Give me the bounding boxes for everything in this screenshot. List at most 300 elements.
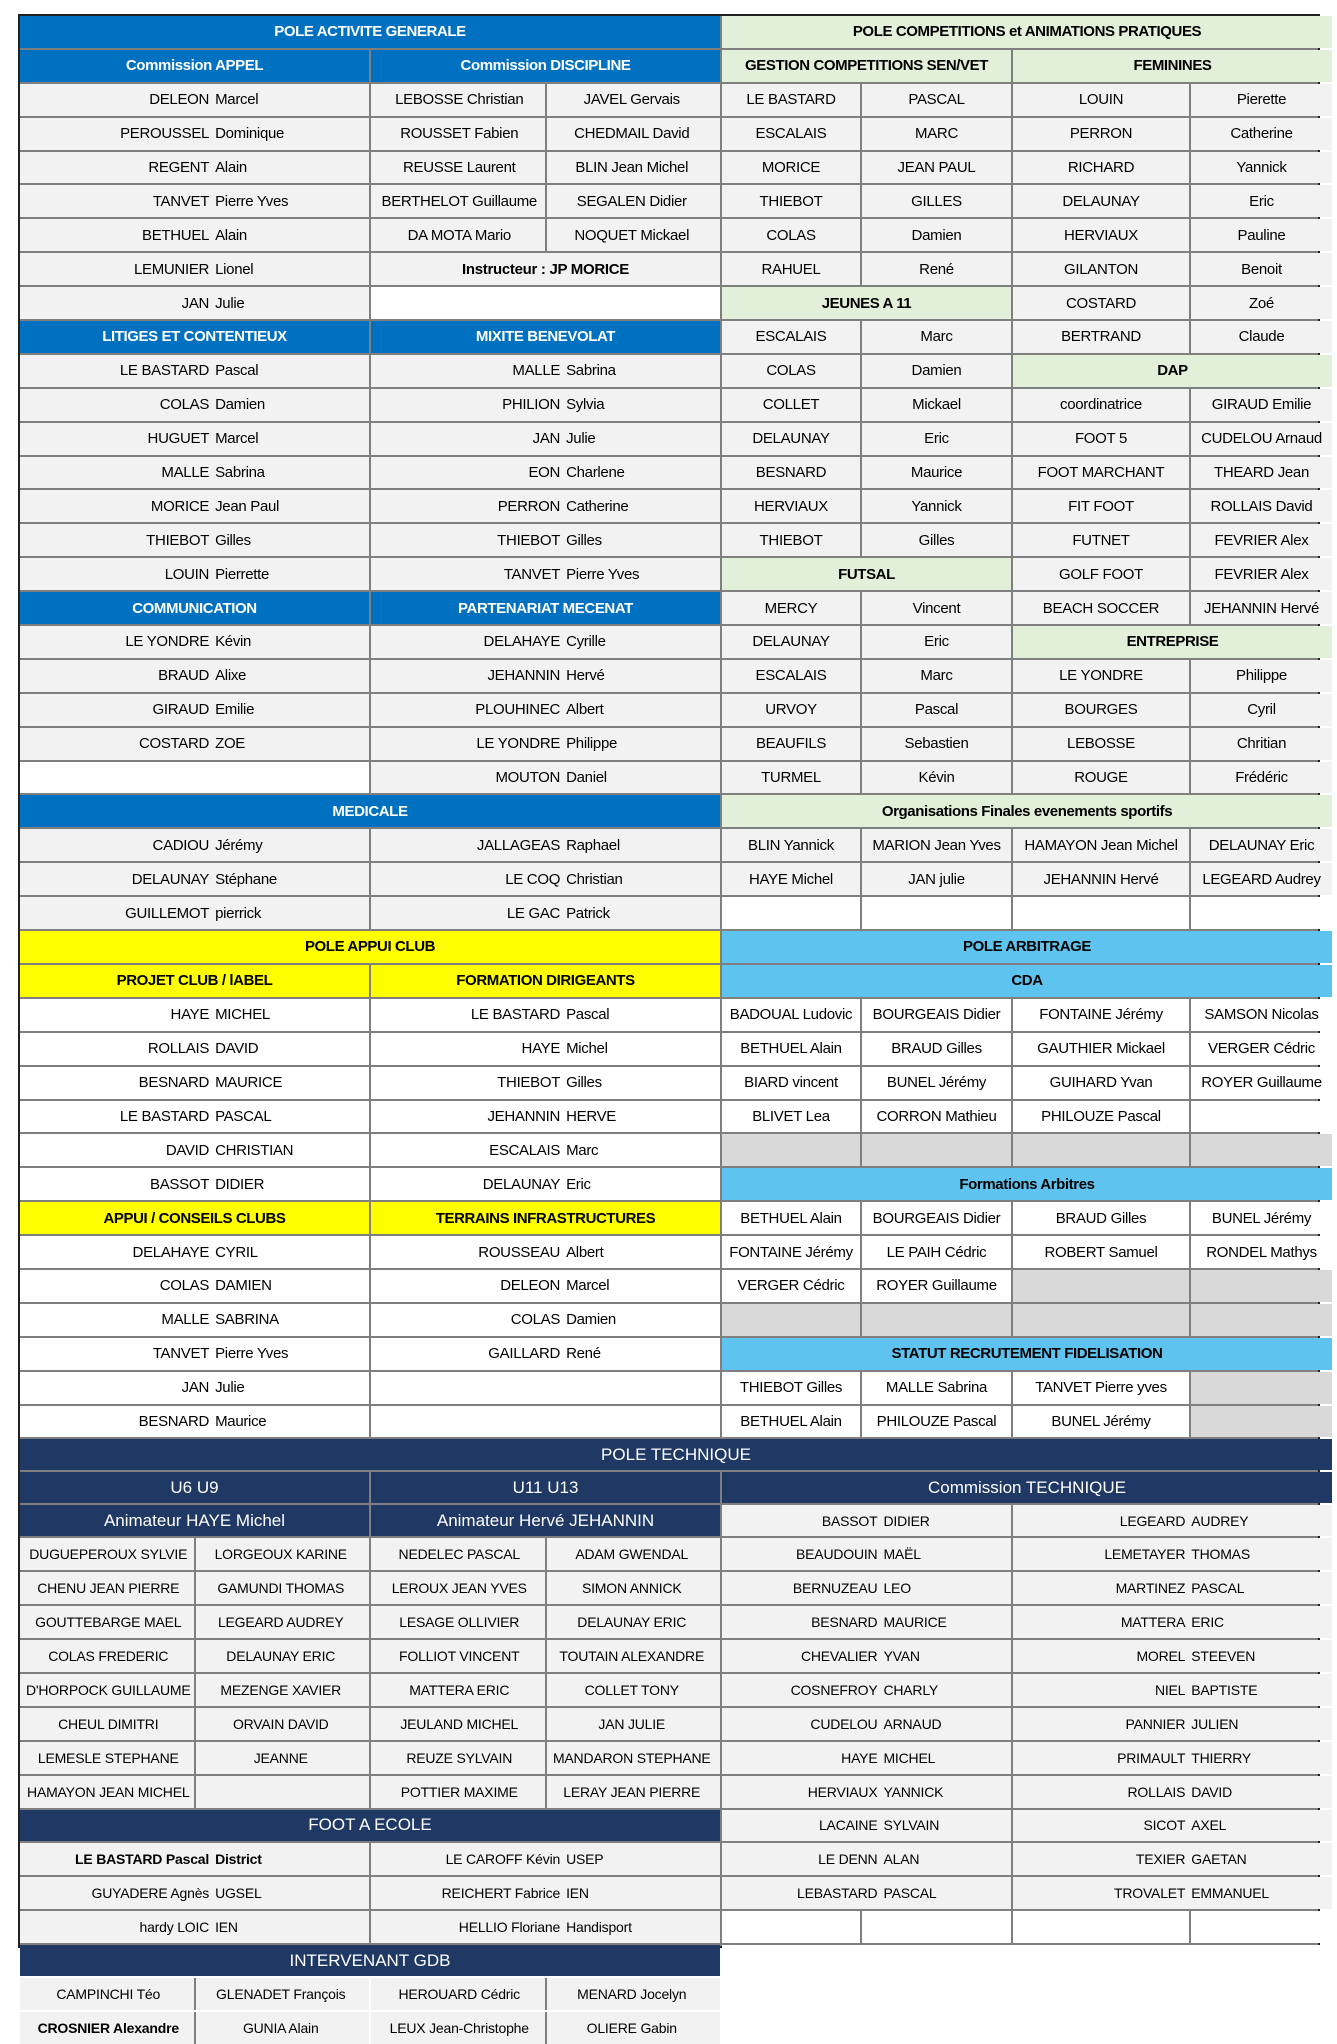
surname: DELAUNAY (131, 870, 210, 888)
surname: BRAUD (158, 667, 210, 685)
table-cell: Frédéric (1191, 762, 1332, 794)
surname: LEMUNIER (133, 260, 210, 278)
person-name: NEDELEC PASCAL (398, 1546, 520, 1563)
table-cell: ESCALAIS (722, 660, 860, 692)
table-cell: VERGER Cédric (722, 1270, 860, 1302)
surname: GUILLEMOT (125, 904, 210, 922)
member-row (371, 1338, 720, 1370)
member-row (20, 152, 369, 184)
person-name: CHEUL DIMITRI (58, 1715, 159, 1732)
member-row (20, 490, 369, 522)
table-cell: TANVET Pierre yves (1013, 1372, 1189, 1404)
first-name: Dominique (215, 125, 285, 143)
member-row (722, 1708, 1011, 1740)
table-cell: Philippe (1191, 660, 1332, 692)
table-cell: BOURGEAIS Didier (862, 999, 1011, 1031)
member-row (20, 863, 369, 895)
table-cell: JAN julie (862, 863, 1011, 895)
table-cell: FONTAINE Jérémy (722, 1236, 860, 1268)
empty-cell (1191, 1911, 1332, 1943)
table-cell: BETHUEL Alain (722, 1033, 860, 1065)
member-row (20, 1101, 369, 1133)
table-cell: FOOT MARCHANT (1013, 457, 1189, 489)
table-cell: Kévin (862, 762, 1011, 794)
surname: THIEBOT (146, 531, 210, 549)
member-row (1013, 1810, 1332, 1842)
person-name: CHEDMAIL David (545, 118, 718, 150)
member-row (371, 863, 720, 895)
surname: BESNARD (138, 1412, 210, 1430)
surname: CHEVALIER (800, 1648, 878, 1665)
section-header: INTERVENANT GDB (20, 1945, 720, 1976)
surname: MALLE (512, 362, 561, 380)
section-header: Commission DISCIPLINE (371, 50, 720, 82)
person-name: FOLLIOT VINCENT (399, 1648, 520, 1665)
section-header: MIXITE BENEVOLAT (371, 321, 720, 353)
first-name: STEEVEN (1191, 1648, 1256, 1665)
first-name: Damien (566, 1311, 616, 1329)
member-row (371, 660, 720, 692)
table-cell: FEVRIER Alex (1191, 558, 1332, 590)
person-name: LERAY JEAN PIERRE (545, 1776, 718, 1808)
section-header: GESTION COMPETITIONS SEN/VET (722, 50, 1011, 82)
member-row (371, 1776, 720, 1808)
person-name: GOUTTEBARGE MAEL (35, 1614, 182, 1631)
surname: LE GAC (506, 904, 561, 922)
table-cell: DELAUNAY (1013, 185, 1189, 217)
section-header: JEUNES A 11 (722, 287, 1011, 319)
surname: JAN (181, 1379, 210, 1397)
member-row (371, 1674, 720, 1706)
table-cell: DELAUNAY Eric (1191, 829, 1332, 861)
first-name: MAËL (883, 1546, 921, 1563)
first-name: Alain (215, 159, 247, 176)
table-cell: ROYER Guillaume (862, 1270, 1011, 1302)
table-cell: MARC (862, 118, 1011, 150)
table-cell: ROYER Guillaume (1191, 1067, 1332, 1099)
table-cell: THIEBOT (722, 185, 860, 217)
member-row (722, 1606, 1011, 1638)
member-row (371, 1538, 720, 1570)
first-name: Alain (215, 226, 247, 244)
first-name: ARNAUD (883, 1715, 942, 1732)
table-cell: LEGEARD Audrey (1191, 863, 1332, 895)
first-name: Sylvia (566, 396, 605, 414)
table-cell: JEAN PAUL (862, 152, 1011, 184)
person-name: ROUSSET Fabien (400, 125, 519, 143)
table-cell: Pauline (1191, 219, 1332, 251)
member-row (371, 1640, 720, 1672)
first-name: Cyrille (566, 633, 606, 651)
person-name: CROSNIER Alexandre (37, 2019, 179, 2036)
first-name: René (566, 1345, 601, 1363)
person-name: CAMPINCHI Téo (56, 1986, 161, 2003)
table-cell: RICHARD (1013, 152, 1189, 184)
table-cell: DELAUNAY (722, 626, 860, 658)
empty-cell (722, 897, 860, 929)
first-name: MAURICE (883, 1614, 947, 1631)
member-row (371, 1236, 720, 1268)
table-cell: Zoé (1191, 287, 1332, 319)
empty-cell (371, 1406, 720, 1438)
commission-table (18, 14, 1322, 2036)
member-row (722, 1572, 1011, 1604)
table-cell: BEAUFILS (722, 728, 860, 760)
member-row (1013, 1606, 1332, 1638)
table-cell: DELAUNAY (722, 423, 860, 455)
member-row (371, 1978, 720, 2010)
member-row (1013, 1708, 1332, 1740)
first-name: MICHEL (215, 1006, 270, 1024)
surname: LACAINE (818, 1817, 878, 1834)
member-row (371, 829, 720, 861)
table-cell: BIARD vincent (722, 1067, 860, 1099)
member-row (371, 423, 720, 455)
surname: DELEON (149, 91, 210, 109)
first-name: MAURICE (215, 1074, 283, 1092)
person-name: MEZENGE XAVIER (194, 1674, 367, 1706)
table-cell: Damien (862, 355, 1011, 387)
table-cell: HAYE Michel (722, 863, 860, 895)
section-header: U6 U9 (20, 1472, 369, 1503)
pole-title: POLE APPUI CLUB (20, 931, 720, 963)
member-row (371, 1572, 720, 1604)
person-name: MANDARON STEPHANE (545, 1742, 718, 1774)
first-name: Daniel (566, 769, 607, 787)
person-name: LORGEOUX KARINE (194, 1538, 367, 1570)
person-name: HAMAYON JEAN MICHEL (27, 1783, 190, 1800)
table-cell: BERTRAND (1013, 321, 1189, 353)
surname: REGENT (148, 159, 210, 176)
table-cell: Marc (862, 321, 1011, 353)
first-name: UGSEL (215, 1885, 262, 1902)
first-name: USEP (566, 1851, 604, 1868)
member-row (20, 626, 369, 658)
member-row (371, 185, 720, 217)
member-row (1013, 1843, 1332, 1875)
table-cell: Marc (862, 660, 1011, 692)
table-cell: HAMAYON Jean Michel (1013, 829, 1189, 861)
surname: TROVALET (1114, 1885, 1186, 1902)
first-name: IEN (215, 1919, 238, 1936)
member-row (20, 1236, 369, 1268)
table-cell: PHILOUZE Pascal (1013, 1101, 1189, 1133)
member-row (371, 1134, 720, 1166)
section-header: ENTREPRISE (1013, 626, 1332, 658)
table-cell: GILLES (862, 185, 1011, 217)
table-cell: GOLF FOOT (1013, 558, 1189, 590)
table-cell: COLAS (722, 219, 860, 251)
surname: HERVIAUX (807, 1783, 878, 1800)
surname: HAYE (521, 1040, 561, 1058)
member-row (722, 1843, 1011, 1875)
person-name: DELAUNAY ERIC (194, 1640, 367, 1672)
table-cell: COSTARD (1013, 287, 1189, 319)
surname: GUYADERE Agnès (91, 1885, 210, 1902)
section-header: Organisations Finales evenements sportifs (722, 795, 1332, 827)
section-header: PARTENARIAT MECENAT (371, 592, 720, 624)
empty-cell (722, 1304, 860, 1336)
empty-cell (371, 1372, 720, 1404)
person-name: COLLET TONY (545, 1674, 718, 1706)
section-header: Formations Arbitres (722, 1168, 1332, 1200)
member-row (722, 1640, 1011, 1672)
table-cell: Chritian (1191, 728, 1332, 760)
empty-cell (371, 287, 720, 319)
surname: BETHUEL (141, 226, 210, 244)
table-cell: RONDEL Mathys (1191, 1236, 1332, 1268)
empty-cell (1191, 1270, 1332, 1302)
first-name: PASCAL (1191, 1580, 1245, 1597)
first-name: Sabrina (215, 464, 265, 482)
table-cell: VERGER Cédric (1191, 1033, 1332, 1065)
table-cell: PHILOUZE Pascal (862, 1406, 1011, 1438)
table-cell: BUNEL Jérémy (862, 1067, 1011, 1099)
member-row (20, 829, 369, 861)
table-cell: BRAUD Gilles (1013, 1202, 1189, 1234)
empty-cell (1191, 897, 1332, 929)
member-row (20, 897, 369, 929)
surname: COSTARD (138, 735, 210, 753)
member-row (371, 1033, 720, 1065)
member-row (1013, 1640, 1332, 1672)
person-name: D'HORPOCK GUILLAUME (25, 1681, 191, 1698)
surname: TEXIER (1135, 1851, 1186, 1868)
table-cell: URVOY (722, 694, 860, 726)
surname: ROLLAIS (1127, 1783, 1186, 1800)
table-cell: ROLLAIS David (1191, 490, 1332, 522)
first-name: ZOE (215, 735, 246, 753)
first-name: Charlene (566, 464, 625, 482)
first-name: DIDIER (215, 1175, 265, 1193)
member-row (1013, 1742, 1332, 1774)
member-row (20, 1877, 369, 1909)
person-name: GAMUNDI THOMAS (194, 1572, 367, 1604)
member-row (20, 694, 369, 726)
table-cell: LEBOSSE (1013, 728, 1189, 760)
table-cell: BESNARD (722, 457, 860, 489)
surname: LE YONDRE (125, 633, 210, 651)
person-name: LEUX Jean-Christophe (389, 2019, 529, 2036)
table-cell: PASCAL (862, 84, 1011, 116)
table-cell: COLLET (722, 389, 860, 421)
person-name: GLENADET François (194, 1978, 367, 2010)
table-cell: BOURGEAIS Didier (862, 1202, 1011, 1234)
first-name: Jean Paul (215, 497, 280, 515)
surname: JEHANNIN (487, 1107, 561, 1125)
member-row (20, 1742, 369, 1774)
first-name: Julie (566, 430, 596, 448)
first-name: YANNICK (883, 1783, 944, 1800)
surname: LE BASTARD (119, 362, 210, 380)
member-row (371, 694, 720, 726)
person-name: SEGALEN Didier (545, 185, 718, 217)
person-name: ORVAIN DAVID (194, 1708, 367, 1740)
surname: BEAUDOUIN (796, 1546, 878, 1563)
surname: LE BASTARD Pascal (75, 1851, 210, 1868)
empty-cell (862, 1304, 1011, 1336)
surname: BESNARD (138, 1074, 210, 1092)
member-row (371, 1843, 720, 1875)
first-name: pierrick (215, 904, 262, 922)
section-header: Commission TECHNIQUE (722, 1472, 1332, 1503)
surname: SICOT (1143, 1817, 1186, 1834)
empty-cell (862, 897, 1011, 929)
section-header: LITIGES ET CONTENTIEUX (20, 321, 369, 353)
section-header: DAP (1013, 355, 1332, 387)
member-row (20, 1033, 369, 1065)
table-cell: GAUTHIER Mickael (1013, 1033, 1189, 1065)
first-name: JULIEN (1191, 1715, 1239, 1732)
member-row (371, 1168, 720, 1200)
person-name: MENARD Jocelyn (545, 1978, 718, 2010)
table-cell: Eric (862, 626, 1011, 658)
member-row (371, 626, 720, 658)
first-name: AXEL (1191, 1817, 1227, 1834)
surname: JAN (532, 430, 561, 448)
table-cell: THEARD Jean (1191, 457, 1332, 489)
member-row (20, 524, 369, 556)
table-cell: LE PAIH Cédric (862, 1236, 1011, 1268)
surname: HAYE (841, 1749, 878, 1766)
first-name: CHRISTIAN (215, 1141, 294, 1159)
empty-cell (1013, 1911, 1189, 1943)
empty-cell (1191, 1101, 1332, 1133)
table-cell: Damien (862, 219, 1011, 251)
section-header: MEDICALE (20, 795, 720, 827)
person-name: NOQUET Mickael (545, 219, 718, 251)
table-cell: HERVIAUX (722, 490, 860, 522)
member-row (20, 84, 369, 116)
first-name: Pascal (566, 1006, 610, 1024)
section-header: Commission APPEL (20, 50, 369, 82)
first-name: SYLVAIN (883, 1817, 940, 1834)
member-row (371, 1742, 720, 1774)
person-name: DA MOTA Mario (407, 226, 511, 244)
surname: ESCALAIS (489, 1141, 561, 1159)
first-name: IEN (566, 1885, 589, 1902)
first-name: AUDREY (1191, 1512, 1249, 1529)
surname: NIEL (1154, 1681, 1186, 1698)
empty-cell (1191, 1304, 1332, 1336)
table-cell: JEHANNIN Hervé (1191, 592, 1332, 624)
surname: MOREL (1136, 1648, 1186, 1665)
surname: HAYE (170, 1006, 210, 1024)
first-name: Christian (566, 870, 623, 888)
table-cell: BADOUAL Ludovic (722, 999, 860, 1031)
person-name (194, 1776, 367, 1808)
member-row (1013, 1505, 1332, 1536)
first-name: ERIC (1191, 1614, 1224, 1631)
empty-cell (722, 2012, 1332, 2044)
person-name: JAVEL Gervais (545, 84, 718, 116)
empty-cell (862, 1911, 1011, 1943)
member-row (20, 1911, 369, 1943)
first-name: YVAN (883, 1648, 920, 1665)
surname: BERNUZEAU (792, 1580, 878, 1597)
table-cell: Sebastien (862, 728, 1011, 760)
table-cell: MORICE (722, 152, 860, 184)
member-row (1013, 1776, 1332, 1808)
empty-cell (1191, 1406, 1332, 1438)
first-name: Gilles (215, 531, 251, 549)
section-header: APPUI / CONSEILS CLUBS (20, 1202, 369, 1234)
person-name: BLIN Jean Michel (545, 152, 718, 184)
member-row (1013, 1538, 1332, 1570)
surname: LE BASTARD (119, 1107, 210, 1125)
surname: ROLLAIS (147, 1040, 210, 1058)
surname: BASSOT (821, 1512, 878, 1529)
pole-title: POLE TECHNIQUE (20, 1439, 1332, 1470)
member-row (371, 558, 720, 590)
section-header: COMMUNICATION (20, 592, 369, 624)
member-row (20, 1304, 369, 1336)
person-name: LEMESLE STEPHANE (37, 1749, 179, 1766)
first-name: Marcel (215, 91, 259, 109)
first-name: DIDIER (883, 1512, 930, 1529)
table-cell: CUDELOU Arnaud (1191, 423, 1332, 455)
surname: TANVET (503, 565, 561, 583)
person-name: LESAGE OLLIVIER (399, 1614, 520, 1631)
first-name: Lionel (215, 260, 254, 278)
person-name: OLIERE Gabin (545, 2012, 718, 2044)
member-row (20, 999, 369, 1031)
empty-cell (722, 1945, 1332, 1976)
first-name: Maurice (215, 1412, 267, 1430)
table-cell: FIT FOOT (1013, 490, 1189, 522)
person-name: REUZE SYLVAIN (406, 1749, 513, 1766)
member-row (20, 558, 369, 590)
surname: MARTINEZ (1115, 1580, 1186, 1597)
member-row (1013, 1877, 1332, 1909)
first-name: Pierre Yves (566, 565, 640, 583)
member-row (20, 728, 369, 760)
member-row (20, 185, 369, 217)
member-row (722, 1538, 1011, 1570)
table-cell: CORRON Mathieu (862, 1101, 1011, 1133)
surname: COSNEFROY (790, 1681, 878, 1698)
first-name: EMMANUEL (1191, 1885, 1270, 1902)
member-row (371, 152, 720, 184)
first-name: Kévin (215, 633, 252, 651)
table-cell: LE YONDRE (1013, 660, 1189, 692)
member-row (371, 897, 720, 929)
surname: LE BASTARD (470, 1006, 561, 1024)
surname: MALLE (161, 464, 210, 482)
table-cell: René (862, 253, 1011, 285)
first-name: DAVID (215, 1040, 259, 1058)
first-name: HERVE (566, 1107, 616, 1125)
member-row (371, 1101, 720, 1133)
member-row (371, 524, 720, 556)
section-header: STATUT RECRUTEMENT FIDELISATION (722, 1338, 1332, 1370)
first-name: PASCAL (883, 1885, 937, 1902)
table-cell: ROBERT Samuel (1013, 1236, 1189, 1268)
member-row (20, 423, 369, 455)
table-cell: TURMEL (722, 762, 860, 794)
surname: CUDELOU (810, 1715, 878, 1732)
person-name: SIMON ANNICK (545, 1572, 718, 1604)
person-name: BERTHELOT Guillaume (381, 192, 537, 210)
person-name: POTTIER MAXIME (400, 1783, 518, 1800)
table-cell: Yannick (1191, 152, 1332, 184)
first-name: Alixe (215, 667, 247, 685)
surname: PHILION (502, 396, 561, 414)
surname: BESNARD (811, 1614, 878, 1631)
surname: MORICE (150, 497, 210, 515)
table-cell: RAHUEL (722, 253, 860, 285)
surname: hardy LOIC (139, 1919, 210, 1936)
